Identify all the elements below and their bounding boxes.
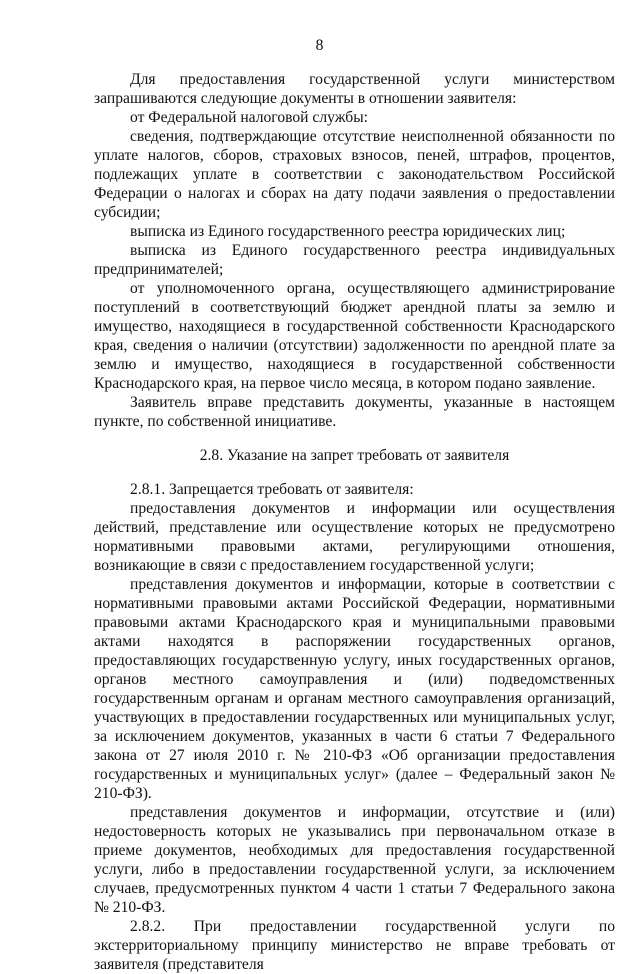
paragraph-own-initiative: Заявитель вправе представить документы, указанные в настоящем пункте, по собственной инициативе.	[94, 394, 615, 430]
paragraph-tax-service: от Федеральной налоговой службы:	[130, 109, 369, 126]
paragraph-documents-requested: Для предоставления государственной услуги министерством запрашиваются следующие документы в отношении заявителя:	[94, 71, 615, 107]
paragraph-prohibition-3: представления документов и информации, отсутствие и (или) недостоверность которых не указывались при первоначальном отказе в приеме документов, необходимых для предоставления государственной услуги, либо в предоставлении государственной услуги, за исключением случаев, предусмотренных пунктом 4 части 1 статьи 7 Федерального закона № 210-ФЗ.	[94, 804, 615, 916]
paragraph-2-8-1: 2.8.1. Запрещается требовать от заявителя:	[130, 481, 414, 498]
paragraph-legal-entities-extract: выписка из Единого государственного реестра юридических лиц;	[130, 223, 566, 240]
paragraph-2-8-2: 2.8.2. При предоставлении государственной услуги по экстерриториальному принципу министерство не вправе требовать от заявителя (представителя	[94, 918, 615, 973]
page-number: 8	[315, 37, 324, 54]
paragraph-prohibition-2: представления документов и информации, которые в соответствии с нормативными правовыми актами Российской Федерации, нормативными правовыми актами Краснодарского края и муниципальными правовыми актами находятся в распоряжении государственных органов, предоставляющих государственную услугу, иных государственных органов, органов местного самоуправления и (или) подведомственных государственным органам и органам местного самоуправления организаций, участвующих в предоставлении государственных или муниципальных услуг, за исключением документов, указанных в части 6 статьи 7 Федерального закона от 27 июля 2010 г. № 210-ФЗ «Об организации предоставления государственных и муниципальных услуг» (далее – Федеральный закон № 210-ФЗ).	[94, 576, 615, 802]
paragraph-tax-info: сведения, подтверждающие отсутствие неисполненной обязанности по уплате налогов, сборов, страховых взносов, пеней, штрафов, процентов, подлежащих уплате в соответствии с законодательством Российской Федерации о налогах и сборах на дату подачи заявления о предоставлении субсидии;	[94, 128, 615, 221]
paragraph-authorized-body: от уполномоченного органа, осуществляющего администрирование поступлений в соответствующий бюджет арендной платы за землю и имущество, находящиеся в государственной собственности Краснодарского края, сведения о наличии (отсутствии) задолженности по арендной плате за землю и имущество, находящиеся в государственной собственности Краснодарского края, на первое число месяца, в котором подано заявление.	[94, 280, 615, 392]
section-heading: 2.8. Указание на запрет требовать от заявителя	[199, 447, 510, 464]
paragraph-entrepreneurs-extract: выписка из Единого государственного реестра индивидуальных предпринимателей;	[94, 242, 615, 278]
document-body	[94, 70, 615, 974]
paragraph-prohibition-1: предоставления документов и информации или осуществления действий, представление или осуществление которых не предусмотрено нормативными правовыми актами, регулирующими отношения, возникающие в связи с предоставлением государственной услуги;	[94, 500, 615, 574]
